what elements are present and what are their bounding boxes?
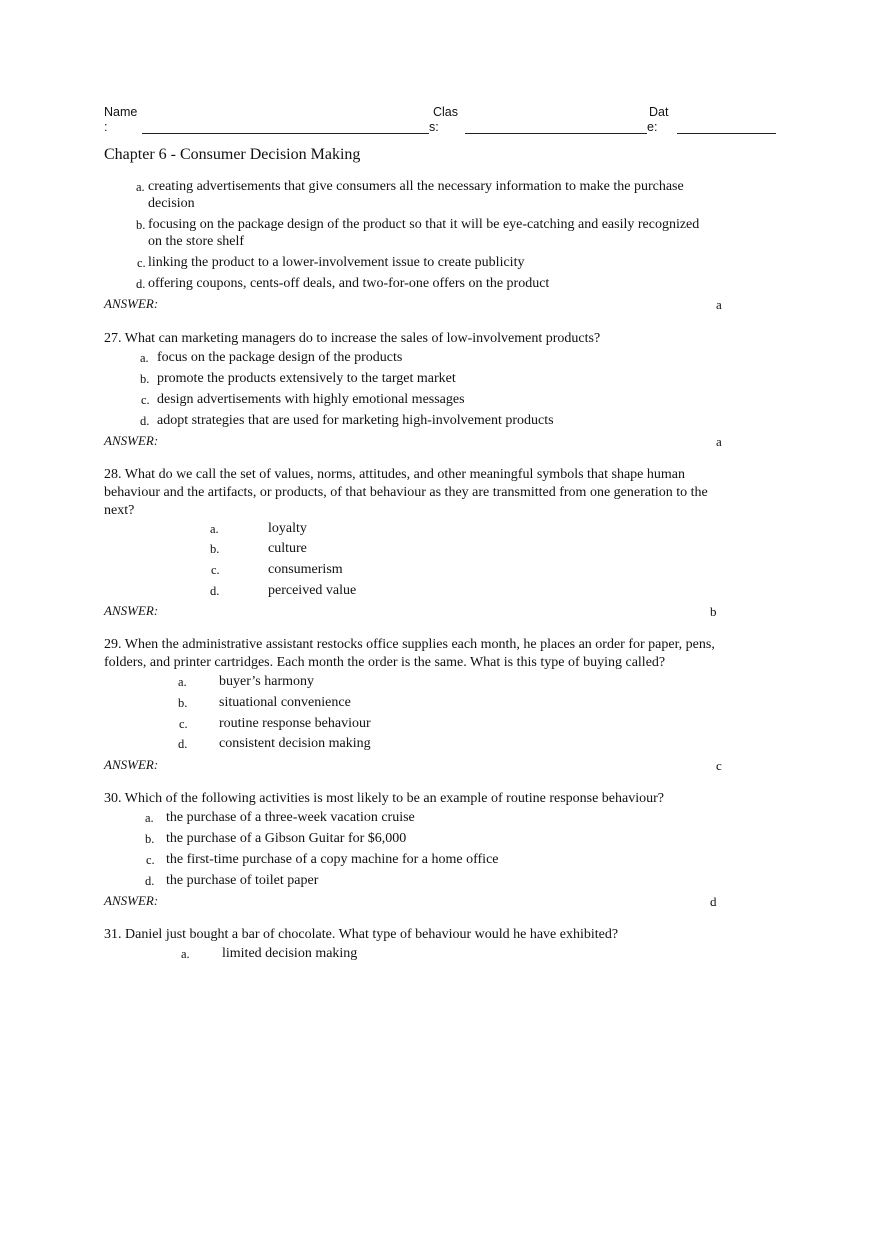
option-text: offering coupons, cents-off deals, and two-for-one offers on the product [148,276,550,291]
answer-value: a [716,297,722,312]
class-label-suffix: s: [429,120,439,134]
option-letter: d. [145,874,155,888]
option-text: situational convenience [219,695,351,710]
option-text-continued: on the store shelf [148,234,245,249]
answer-label: ANSWER: [104,893,159,908]
answer-value: b [710,604,717,619]
answer-value: d [710,894,717,909]
answer-label: ANSWER: [104,296,159,311]
option-text: loyalty [268,521,307,536]
option-text: design advertisements with highly emotional messages [157,392,465,407]
option-letter: c. [141,393,150,407]
answer-label: ANSWER: [104,757,159,772]
option-letter: a. [136,180,145,194]
option-letter: a. [181,947,190,961]
class-label: Clas [433,105,459,119]
date-label-suffix: e: [647,120,658,134]
option-text: creating advertisements that give consumers all the necessary information to make the purchase [148,179,684,194]
question-text: 30. Which of the following activities is most likely to be an example of routine response behaviour? [104,791,664,806]
answer-label: ANSWER: [104,433,159,448]
option-letter: c. [211,563,220,577]
option-text: consumerism [268,562,343,577]
option-text: the purchase of toilet paper [166,873,319,888]
option-letter: c. [137,256,146,270]
option-letter: a. [145,811,154,825]
name-label: Name [104,105,138,119]
option-letter: d. [140,414,150,428]
option-letter: a. [140,351,149,365]
option-text: perceived value [268,583,357,598]
question-text-continued: folders, and printer cartridges. Each month the order is the same. What is this type of buying called? [104,655,666,670]
answer-label: ANSWER: [104,603,159,618]
option-letter: c. [179,717,188,731]
question-text: 28. What do we call the set of values, norms, attitudes, and other meaningful symbols that shape human [104,467,685,482]
option-letter: b. [140,372,150,386]
question-text-continued: next? [104,503,135,518]
name-input-line[interactable] [142,133,429,134]
option-text: the first-time purchase of a copy machine for a home office [166,852,499,867]
option-text: adopt strategies that are used for marketing high-involvement products [157,413,554,428]
option-text: linking the product to a lower-involvement issue to create publicity [148,255,525,270]
option-letter: c. [146,853,155,867]
option-letter: b. [178,696,188,710]
option-letter: b. [210,542,220,556]
option-text: limited decision making [222,946,358,961]
chapter-title: Chapter 6 - Consumer Decision Making [104,146,361,163]
date-label: Dat [649,105,669,119]
class-input-line[interactable] [465,133,647,134]
question-text-continued: behaviour and the artifacts, or products, of that behaviour as they are transmitted from one generation to the [104,485,708,500]
option-text: the purchase of a Gibson Guitar for $6,000 [166,831,407,846]
option-letter: d. [178,737,188,751]
option-text: focus on the package design of the products [157,350,403,365]
name-label-colon: : [104,120,108,134]
option-text: routine response behaviour [219,716,371,731]
date-input-line[interactable] [677,133,776,134]
option-text: buyer’s harmony [219,674,314,689]
answer-value: c [716,758,722,773]
option-text: culture [268,541,307,556]
option-text: focusing on the package design of the product so that it will be eye-catching and easily recognized [148,217,700,232]
option-letter: d. [210,584,220,598]
option-letter: b. [145,832,155,846]
option-text-continued: decision [148,196,195,211]
option-text: promote the products extensively to the target market [157,371,456,386]
option-letter: a. [178,675,187,689]
option-text: consistent decision making [219,736,371,751]
option-letter: d. [136,277,146,291]
question-text: 31. Daniel just bought a bar of chocolate. What type of behaviour would he have exhibited? [104,927,619,942]
option-text: the purchase of a three-week vacation cruise [166,810,415,825]
question-text: 29. When the administrative assistant restocks office supplies each month, he places an order for paper, pens, [104,637,715,652]
question-text: 27. What can marketing managers do to increase the sales of low-involvement products? [104,331,601,346]
answer-value: a [716,434,722,449]
option-letter: b. [136,218,146,232]
option-letter: a. [210,522,219,536]
